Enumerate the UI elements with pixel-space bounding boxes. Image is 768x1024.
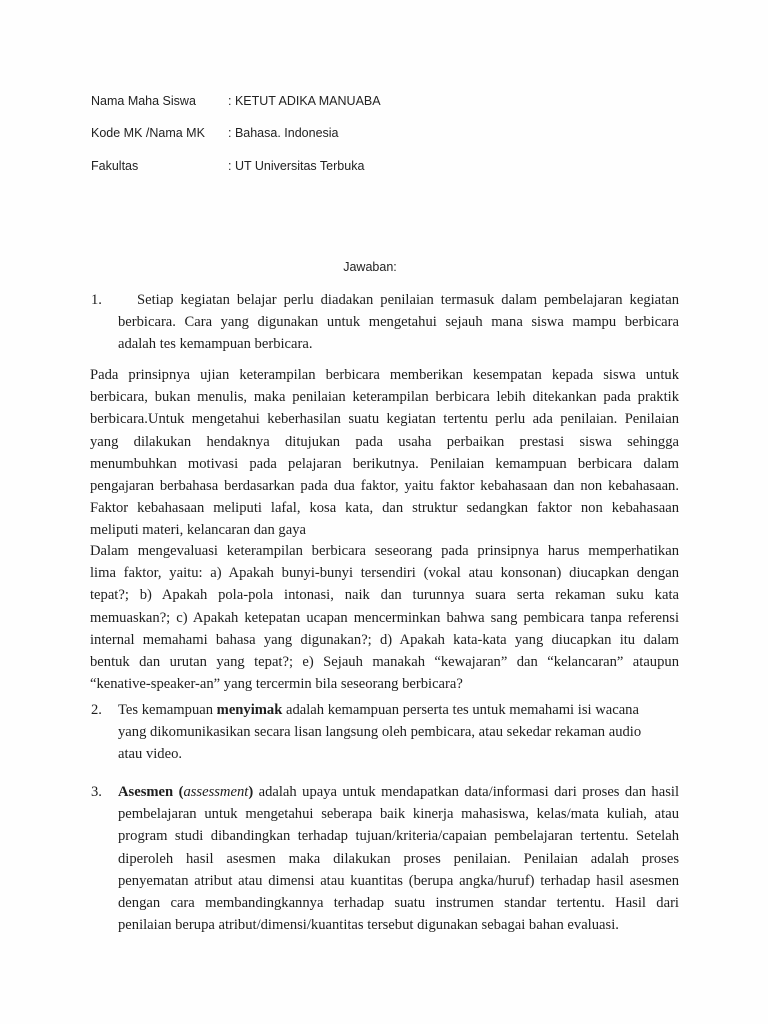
text-line: berbicara.Untuk mengetahui keberhasilan suatu kegiatan tertentu perlu ada penilaian. Penilaian [90,411,679,428]
text-line [118,699,663,721]
text-line: pengajaran berbahasa berdasarkan pada dua faktor, yaitu faktor kebahasaan dan non kebahasaan. [90,478,679,495]
answer-item-2 [118,699,663,766]
text-line: tepat?; b) Apakah pola-pola intonasi, naik dan turunnya suara serta rekaman suku kata [90,587,679,604]
text-run: adalah upaya untuk mendapatkan data/informasi dari proses dan hasil [253,784,679,800]
text-line: bentuk dan urutan yang tepat?; e) Sejauh manakah “kewajaran” dan “kelancaran” ataupun [90,654,679,671]
text-line: program studi dibandingkan terhadap tujuan/kriteria/capaian pembelajaran tertentu. Setelah [118,828,679,845]
header-label: Fakultas [91,159,139,173]
text-line: berbicara, bukan menulis, maka penilaian keterampilan berbicara lebih ditekankan pada praktik [90,389,679,406]
text-line: berbicara. Cara yang digunakan untuk mengetahui sejauh mana siswa mampu berbicara [118,314,679,331]
text-line: Setiap kegiatan belajar perlu diadakan penilaian termasuk dalam pembelajaran kegiatan [137,292,679,308]
text-line: “kenative-speaker-an” yang tercermin bila seseorang berbicara? [90,676,463,693]
text-line: menumbuhkan motivasi pada pelajaran berikutnya. Penilaian kemampuan berbicara dalam [90,455,679,472]
text-line: penyematan atribut atau dimensi atau kuantitas (berupa angka/huruf) terhadap hasil asesmen [118,872,679,889]
text-line: Faktor kebahasaan meliputi lafal, kosa kata, dan struktur sedangkan faktor non kebahasaan [90,500,679,517]
text-line: memuaskan?; c) Apakah ketepatan ucapan mencerminkan bahwa sang pembicara tanpa referensi [90,609,679,626]
bold-term: ) [248,784,254,800]
text-line: internal memahami bahasa yang digunakan?; d) Apakah kata-kata yang diucapkan itu dalam [90,631,679,648]
text-line: lima faktor, yaitu: a) Apakah bunyi-bunyi tersendiri (vokal atau konsonan) diucapkan dengan [90,565,679,582]
text-line: yang dilakukan hendaknya ditujukan pada usaha perbaikan prestasi siswa sehingga [90,433,679,450]
header-row-course [91,126,591,144]
paragraph-speaking-assessment [90,364,679,542]
text-run: Tes kemampuan [118,702,217,718]
header-row-faculty [91,159,591,177]
header-value: : KETUT ADIKA MANUABA [228,94,381,108]
header-label: Nama Maha Siswa [91,94,196,108]
text-line: adalah tes kemampuan berbicara. [118,336,313,353]
text-run: adalah kemampuan perserta tes untuk memahami isi wacana [282,702,639,718]
list-number: 1. [91,292,102,308]
text-line: Pada prinsipnya ujian keterampilan berbicara memberikan kesempatan kepada siswa untuk [90,367,679,383]
paragraph-five-factors [90,540,679,695]
text-line: penilaian berupa atribut/dimensi/kuantitas tersebut digunakan sebagai bahan evaluasi. [118,917,619,934]
header-value: : Bahasa. Indonesia [228,126,339,140]
list-number: 2. [91,702,102,718]
bold-term: menyimak [216,702,283,718]
text-line: atau video. [118,746,183,763]
text-line: dengan cara membandingkannya terhadap suatu instrumen standar tertentu. Hasil dari [118,895,679,912]
text-line: yang dikomunikasikan secara lisan langsung oleh pembicara, atau sekedar rekaman audio [118,724,642,741]
italic-term: assessment [183,784,249,800]
answer-item-3 [118,781,679,936]
bold-term: Asesmen ( [118,784,184,800]
list-number: 3. [91,784,102,800]
text-line: Dalam mengevaluasi keterampilan berbicara seseorang pada prinsipnya harus memperhatikan [90,543,679,559]
text-line [118,781,679,803]
text-line: meliputi materi, kelancaran dan gaya [90,522,306,539]
header-row-name [91,94,591,112]
section-heading: Jawaban: [343,260,397,274]
header-label: Kode MK /Nama MK [91,126,205,140]
text-line: pembelajaran untuk mengetahui seberapa baik kinerja mahasiswa, kelas/mata kuliah, atau [118,806,679,823]
answer-item-1 [118,289,679,356]
text-line: diperoleh hasil asesmen maka dilakukan proses penilaian. Penilaian adalah proses [118,850,679,867]
header-value: : UT Universitas Terbuka [228,159,365,173]
